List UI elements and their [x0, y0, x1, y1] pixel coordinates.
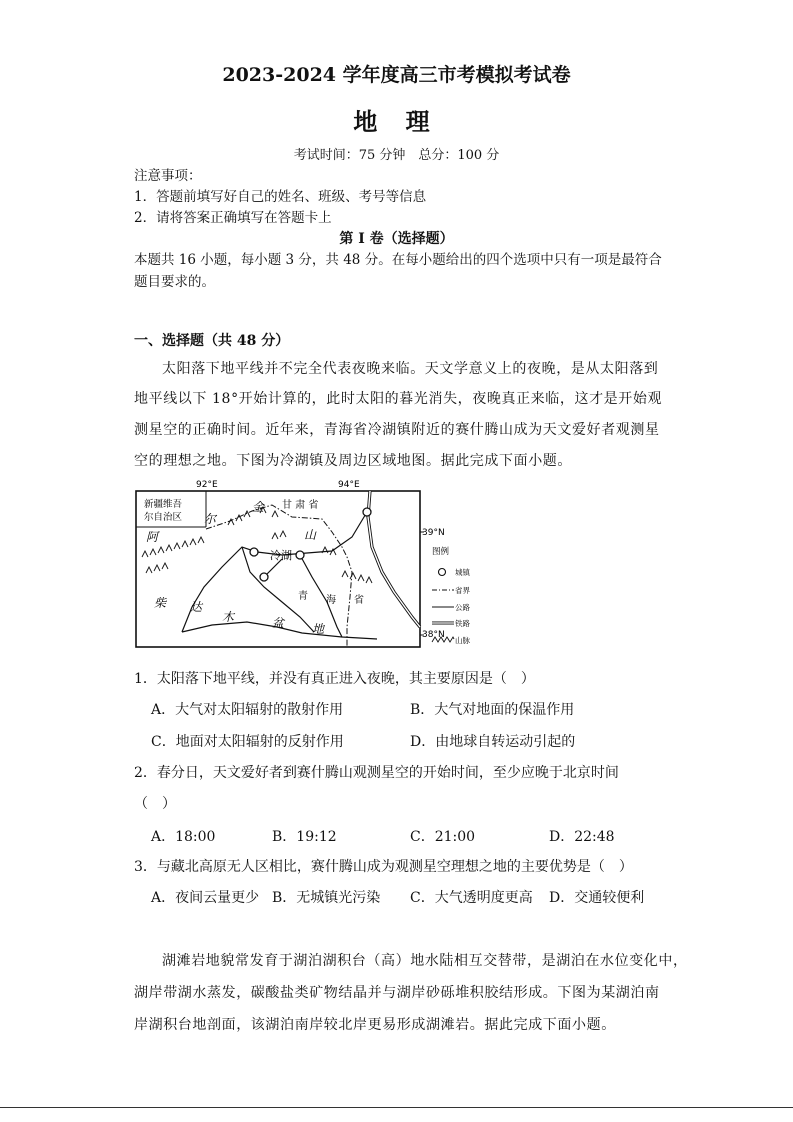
legend-label: 山脉 — [455, 636, 470, 645]
lenghu-region-map — [132, 477, 478, 649]
qinghai-char: 海 — [326, 595, 336, 606]
page-bottom-divider — [0, 1107, 793, 1108]
lon-label-94: 94°E — [338, 480, 360, 490]
question-3-stem: 3．与藏北高原无人区相比，赛什腾山成为观测星空理想之地的主要优势是（ ） — [134, 859, 633, 875]
legend-title: 图例 — [432, 547, 450, 557]
question-2-stem: 2．春分日，天文爱好者到赛什腾山观测星空的开始时间，至少应晚于北京时间 — [134, 765, 619, 781]
passage1-line: 太阳落下地平线并不完全代表夜晚来临。天文学意义上的夜晚，是从太阳落到 — [162, 361, 659, 377]
town-marker — [250, 548, 258, 556]
mountain-name-char: 阿 — [146, 530, 159, 544]
question-3-option-a: A．夜间云量更少 — [151, 890, 260, 906]
question-2-option-c: C．21:00 — [410, 829, 476, 845]
town-marker — [260, 573, 268, 581]
exam-meta: 考试时间：75 分钟 总分：100 分 — [293, 148, 500, 163]
question-1-stem: 1．太阳落下地平线，并没有真正进入夜晚，其主要原因是（ ） — [134, 671, 535, 687]
note-item: 2．请将答案正确填写在答题卡上 — [134, 210, 332, 226]
question-1-option-c: C．地面对太阳辐射的反射作用 — [151, 734, 344, 750]
section1-heading: 一、选择题（共 48 分） — [134, 333, 290, 349]
legend-label: 省界 — [455, 586, 470, 595]
question-1-option-b: B．大气对地面的保温作用 — [410, 702, 575, 718]
question-2-option-a: A．18:00 — [151, 829, 216, 845]
passage2-line: 岸湖积台地剖面，该湖泊南岸较北岸更易形成湖滩岩。据此完成下面小题。 — [134, 1017, 616, 1033]
legend-town-icon — [439, 569, 446, 576]
lat-label-38: 38°N — [422, 630, 445, 640]
question-3-option-d: D．交通较便利 — [549, 890, 645, 906]
region-xinjiang-label: 尔自治区 — [144, 512, 183, 523]
legend-label: 铁路 — [455, 619, 470, 628]
legend-label: 公路 — [455, 603, 470, 612]
lon-label-92: 92°E — [196, 480, 218, 490]
passage1-line: 空的理想之地。下图为冷湖镇及周边区域地图。据此完成下面小题。 — [134, 453, 572, 469]
notes-heading: 注意事项： — [134, 168, 202, 184]
question-2-option-d: D．22:48 — [549, 829, 615, 845]
highway — [182, 512, 367, 632]
part1-instructions: 题目要求的。 — [134, 274, 215, 290]
note-item: 1．答题前填写好自己的姓名、班级、考号等信息 — [134, 189, 427, 205]
question-1-option-a: A．大气对太阳辐射的散射作用 — [151, 702, 344, 718]
mountain-name-char: 山 — [304, 528, 317, 542]
qinghai-char: 青 — [298, 591, 308, 602]
part1-instructions: 本题共 16 小题，每小题 3 分，共 48 分。在每小题给出的四个选项中只有一项是最符合 — [134, 252, 662, 268]
mountain-name-char: 金 — [252, 500, 265, 514]
passage2-line: 湖滩岩地貌常发育于湖泊湖积台（高）地水陆相互交替带，是湖泊在水位变化中， — [162, 953, 688, 969]
subject-title: 地 理 — [353, 107, 440, 136]
exam-title: 2023-2024 学年度高三市考模拟考试卷 — [222, 64, 571, 86]
railway — [368, 491, 420, 627]
part1-title: 第 I 卷（选择题） — [339, 231, 454, 247]
region-gansu-label: 甘 肃 省 — [282, 500, 319, 511]
lat-label-39: 39°N — [422, 528, 445, 538]
basin-name-char: 柴 — [154, 596, 167, 610]
legend-label: 城镇 — [455, 568, 470, 577]
question-2-stem-cont: （ ） — [134, 796, 176, 812]
basin-name-char: 木 — [222, 610, 235, 624]
mountain-name-char: 尔 — [204, 512, 217, 526]
town-lenghu-marker — [296, 551, 304, 559]
passage1-line: 测星空的正确时间。近年来，青海省冷湖镇附近的赛什腾山成为天文爱好者观测星 — [134, 422, 660, 438]
passage1-line: 地平线以下 18°开始计算的，此时太阳的暮光消失，夜晚真正来临，这才是开始观 — [134, 391, 663, 407]
qinghai-char: 省 — [354, 595, 364, 606]
basin-name-char: 盆 — [272, 616, 285, 630]
question-3-option-c: C．大气透明度更高 — [410, 890, 533, 906]
basin-name-char: 地 — [312, 622, 325, 636]
basin-name-char: 达 — [190, 600, 203, 614]
town-marker — [363, 508, 371, 516]
question-2-option-b: B．19:12 — [272, 829, 337, 845]
passage2-line: 湖岸带湖水蒸发，碳酸盐类矿物结晶并与湖岸砂砾堆积胶结形成。下图为某湖泊南 — [134, 985, 660, 1001]
region-xinjiang-label: 新疆维吾 — [144, 499, 183, 510]
question-3-option-b: B．无城镇光污染 — [272, 890, 381, 906]
question-1-option-d: D．由地球自转运动引起的 — [410, 734, 576, 750]
town-lenghu-label: 冷湖 — [270, 549, 292, 562]
